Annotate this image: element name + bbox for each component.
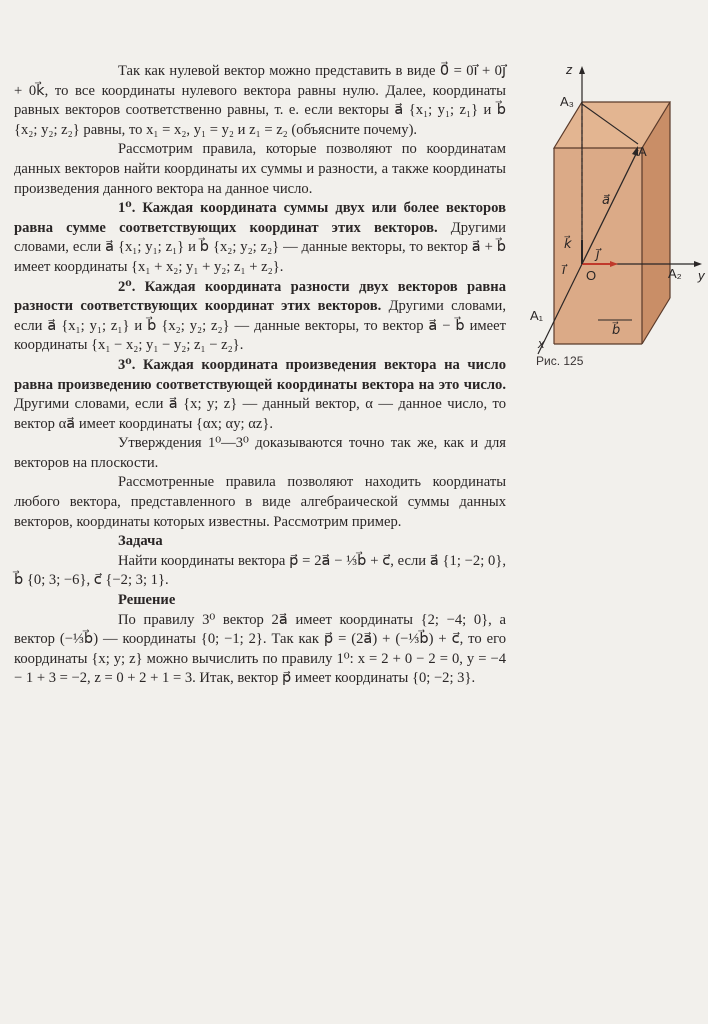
vector-b-label: b⃗ [612, 322, 621, 337]
rule-3-statement: Каждая координата произведения вектора на число равна произведению соответствующей координаты вектора на это число. [14, 356, 506, 393]
solution-heading: Решение [118, 592, 176, 609]
point-a1-label: A₁ [530, 308, 544, 323]
rule-2-explanation: Другими словами, если a⃗ {x₁; y₁; z₁} и b⃗ {x₂; y₂; z₂} — данные векторы, то вектор a⃗ − b⃗ имеет координаты {x₁ − x₂; y₁ − y₂; z₁ − z₂}. [14, 298, 506, 354]
rule-2 [14, 278, 506, 356]
figure-125 [520, 58, 708, 358]
vector-a-label: a⃗ [602, 192, 610, 207]
task-text: Найти координаты вектора p⃗ = 2a⃗ − ⅓b⃗ + c⃗, если a⃗ {1; −2; 0}, b⃗ {0; 3; −6}, c⃗ {−2; 3; 1}. [14, 552, 506, 589]
vector-k-label: k⃗ [564, 236, 572, 251]
point-a-label: A [638, 144, 647, 159]
rule-1-statement: Каждая координата суммы двух или более векторов равна сумме соответствующих координат этих векторов. [14, 200, 506, 236]
y-axis-label: y [698, 268, 705, 283]
task-heading: Задача [118, 533, 163, 550]
rule-1-number: 1⁰. [118, 200, 136, 217]
rule-2-statement: Каждая координата разности двух векторов равна разности соответствующих координат этих векторов. [14, 278, 506, 315]
rule-3 [14, 356, 506, 434]
solution-text: По правилу 3⁰ вектор 2a⃗ имеет координаты {2; −4; 0}, а вектор (−⅓b⃗) — координаты {0; −1; 2}. Так как p⃗ = (2a⃗) + (−⅓b⃗) + c⃗, то его координаты {x; y; z} можно вычислить по правилу 1⁰: x = 2 + 0 − 2 = 0, y = −4 − 1 + 3 = −2, z = 0 + 2 + 1 = 3. Итак, вектор p⃗ имеет координаты {0; −2; 3}. [14, 611, 506, 687]
point-a2-label: A₂ [668, 266, 682, 281]
prism-diagram [520, 58, 708, 358]
x-axis-label: x [538, 336, 545, 351]
vector-i-label: i⃗ [562, 262, 566, 277]
paragraph-rules-intro: Рассмотрим правила, которые позволяют по координатам данных векторов найти координаты их суммы и разности, а также координаты произведения данного вектора на данное число. [14, 141, 506, 197]
origin-label: O [586, 268, 597, 283]
paragraph-proof-note: Утверждения 1⁰—3⁰ доказываются точно так же, как и для векторов на плоскости. [14, 435, 506, 471]
rule-3-number: 3⁰. [118, 356, 136, 373]
rule-1 [14, 199, 506, 277]
rule-3-explanation: Другими словами, если a⃗ {x; y; z} — данный вектор, α — данное число, то вектор αa⃗ имеет координаты {αx; αy; αz}. [14, 396, 506, 432]
z-axis-label: z [566, 62, 573, 77]
rule-1-explanation: Другими словами, если a⃗ {x₁; y₁; z₁} и b⃗ {x₂; y₂; z₂} — данные векторы, то вектор a⃗ + b⃗ имеет координаты {x₁ + x₂; y₁ + y₂; z₁ + z₂}. [14, 219, 506, 275]
rule-2-number: 2⁰. [118, 278, 136, 295]
vector-j-label: j⃗ [596, 246, 600, 261]
paragraph-example-intro: Рассмотренные правила позволяют находить координаты любого вектора, представленного в виде алгебраической суммы данных векторов, координаты которых известны. Рассмотрим пример. [14, 474, 506, 530]
z-axis-arrow [579, 66, 585, 74]
figure-caption: Рис. 125 [536, 354, 584, 368]
point-a3-label: A₃ [560, 94, 574, 109]
text-column [14, 62, 506, 689]
paragraph-zero-vector: Так как нулевой вектор можно представить в виде 0⃗ = 0i⃗ + 0j⃗ + 0k⃗, то все координаты нулевого вектора равны нулю. Далее, координаты равных векторов соответственно равны, т. е. если векторы a⃗ {x₁; y₁; z₁} и b⃗ {x₂; y₂; z₂} равны, то x₁ = x₂, y₁ = y₂ и z₁ = z₂ (объясните почему). [14, 63, 506, 138]
y-axis-arrow [694, 261, 702, 267]
